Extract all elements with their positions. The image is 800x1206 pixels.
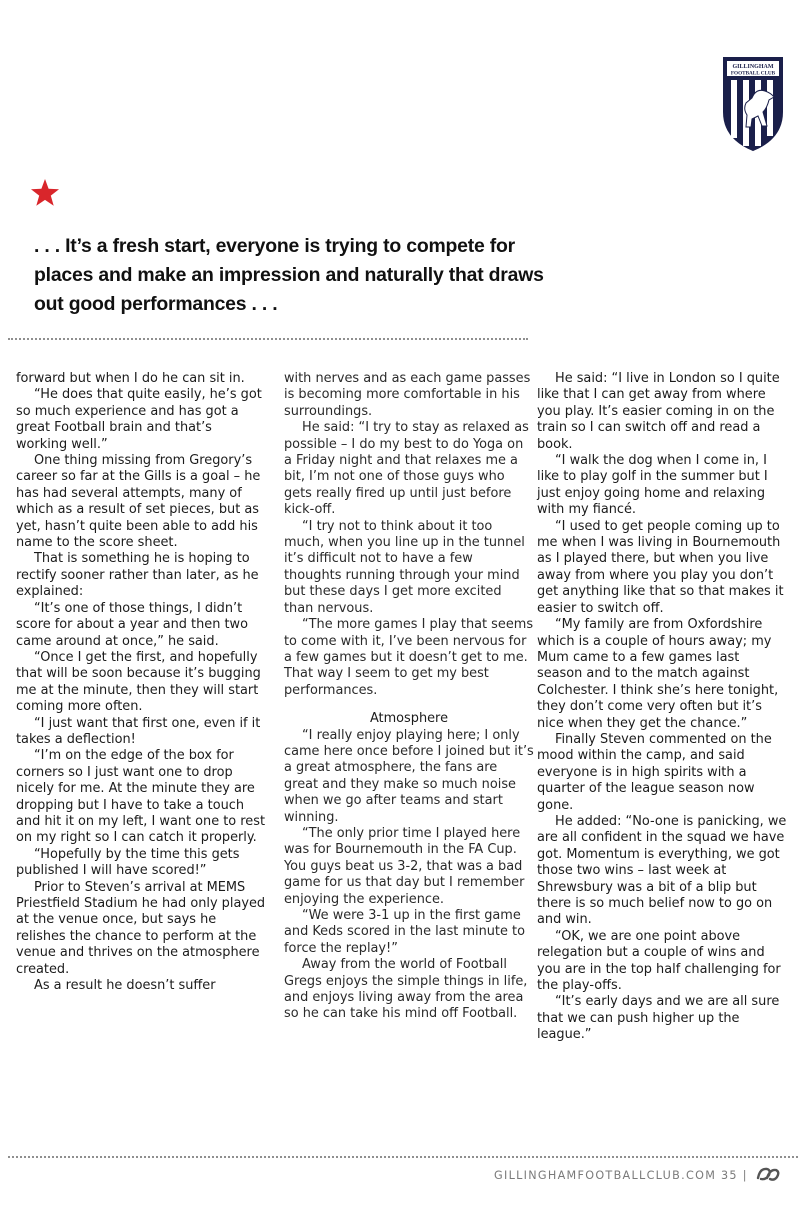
paragraph: forward but when I do he can sit in. [16, 371, 245, 386]
red-star-icon [30, 178, 60, 208]
paragraph: “I used to get people coming up to me when I was living in Bournemouth as I played there, but when you live away from where you play you don’t get anything like that so that makes it easier to switch off. [537, 518, 784, 616]
paragraph: That is something he is hoping to rectify sooner rather than later, as he explained: [16, 551, 259, 600]
article-column-3 [537, 371, 787, 1044]
paragraph: “It’s early days and we are all sure that we can push higher up the league.” [537, 994, 780, 1043]
paragraph: Prior to Steven’s arrival at MEMS Priestfield Stadium he had only played at the venue once, but says he relishes the chance to perform at the venue and thrives on the atmosphere created. [16, 879, 266, 977]
paragraph: “We were 3-1 up in the first game and Keds scored in the last minute to force the replay!” [284, 908, 525, 956]
paragraph: He added: “No-one is panicking, we are all confident in the squad we have got. Momentum is everything, we got those two wins – last week at Shrewsbury was a bit of a blip but there is so much belief now to go on and win. [537, 813, 787, 928]
paragraph: “It’s one of those things, I didn’t score for about a year and then two came around at once,” he said. [16, 600, 248, 649]
paragraph: “My family are from Oxfordshire which is a couple of hours away; my Mum came to a few games last season and to the match against Colchester. I think she’s here tonight, they don’t come very often but it’s nice when they get the chance.” [537, 617, 779, 731]
gillingham-fc-crest-logo [722, 56, 784, 152]
article-column-2 [284, 371, 534, 1023]
paragraph: “The more games I play that seems to come with it, I’ve been nervous for a few games but it doesn’t get to me. That way I seem to get my best performances. [284, 617, 534, 698]
article-column-1 [16, 371, 266, 994]
crest-line1: GILLINGHAM [732, 64, 774, 70]
paragraph: “The only prior time I played here was for Bournemouth in the FA Cup. You guys beat us 3-2, that was a bad game for us that day but I remember enjoying the experience. [284, 825, 525, 907]
star-shape [31, 179, 59, 206]
paragraph: He said: “I try to stay as relaxed as possible – I do my best to do Yoga on a Friday night and that relaxes me a bit, I’m not one of those guys who gets really fired up until just before kick-off. [284, 420, 529, 518]
paragraph: “I’m on the edge of the box for corners so I just want one to drop nicely for me. At the minute they are dropping but I have to take a touch and hit it on my left, I want one to rest on my right so I can catch it properly. [16, 748, 266, 846]
paragraph: As a result he doesn’t suffer [34, 978, 216, 994]
paragraph: Away from the world of Football Gregs enjoys the simple things in life, and enjoys living away from the area so he can take his mind off Football. [284, 957, 528, 1022]
dotted-divider-top [8, 338, 528, 340]
crest-line2: FOOTBALL CLUB [730, 70, 776, 77]
paragraph: “I just want that first one, even if it takes a deflection! [16, 715, 261, 747]
paragraph: “I really enjoy playing here; I only came here once before I joined but it’s a great atmosphere, the fans are great and they make so much noise when we go after teams and start winning. [284, 727, 534, 825]
paragraph: Finally Steven commented on the mood within the camp, and said everyone is in high spirits with a quarter of the league season now gone. [537, 731, 772, 813]
subheading-atmosphere: Atmosphere [369, 711, 449, 727]
paragraph: “OK, we are one point above relegation but a couple of wins and you are in the top half challenging for the play-offs. [537, 928, 781, 994]
paragraph: “Once I get the first, and hopefully that will be soon because it’s bugging me at the minute, then they will start coming more often. [16, 649, 261, 715]
paragraph: He said: “I live in London so I quite like that I can get away from where you play. It’s easier coming in on the train so I can switch off and read a book. [537, 371, 780, 452]
pull-quote: . . . It’s a fresh start, everyone is trying to compete for places and make an impression and naturally that draws out good performances . . . [34, 235, 544, 315]
paragraph: with nerves and as each game passes is becoming more comfortable in his surroundings. [284, 371, 531, 419]
paragraph: “Hopefully by the time this gets published I will have scored!” [16, 846, 240, 879]
paragraph: “He does that quite easily, he’s got so much experience and has got a great Football brain and that’s working well.” [16, 387, 262, 452]
paragraph: One thing missing from Gregory’s career so far at the Gills is a goal – he has had several attempts, many of which as a result of set pieces, but as yet, hasn’t quite been able to add his name to the score sheet. [16, 453, 261, 551]
paragraph: “I walk the dog when I come in, I like to play golf in the summer but I just enjoy going home and relaxing with my fiancé. [537, 453, 768, 518]
magazine-logo-icon [755, 1164, 781, 1184]
footer-page-info: GILLINGHAMFOOTBALLCLUB.COM 35 | [494, 1169, 748, 1182]
dotted-divider-bottom [8, 1156, 798, 1158]
paragraph: “I try not to think about it too much, when you line up in the tunnel it’s difficult not to have a few thoughts running through your mind but these days I get more excited than nervous. [284, 518, 525, 616]
